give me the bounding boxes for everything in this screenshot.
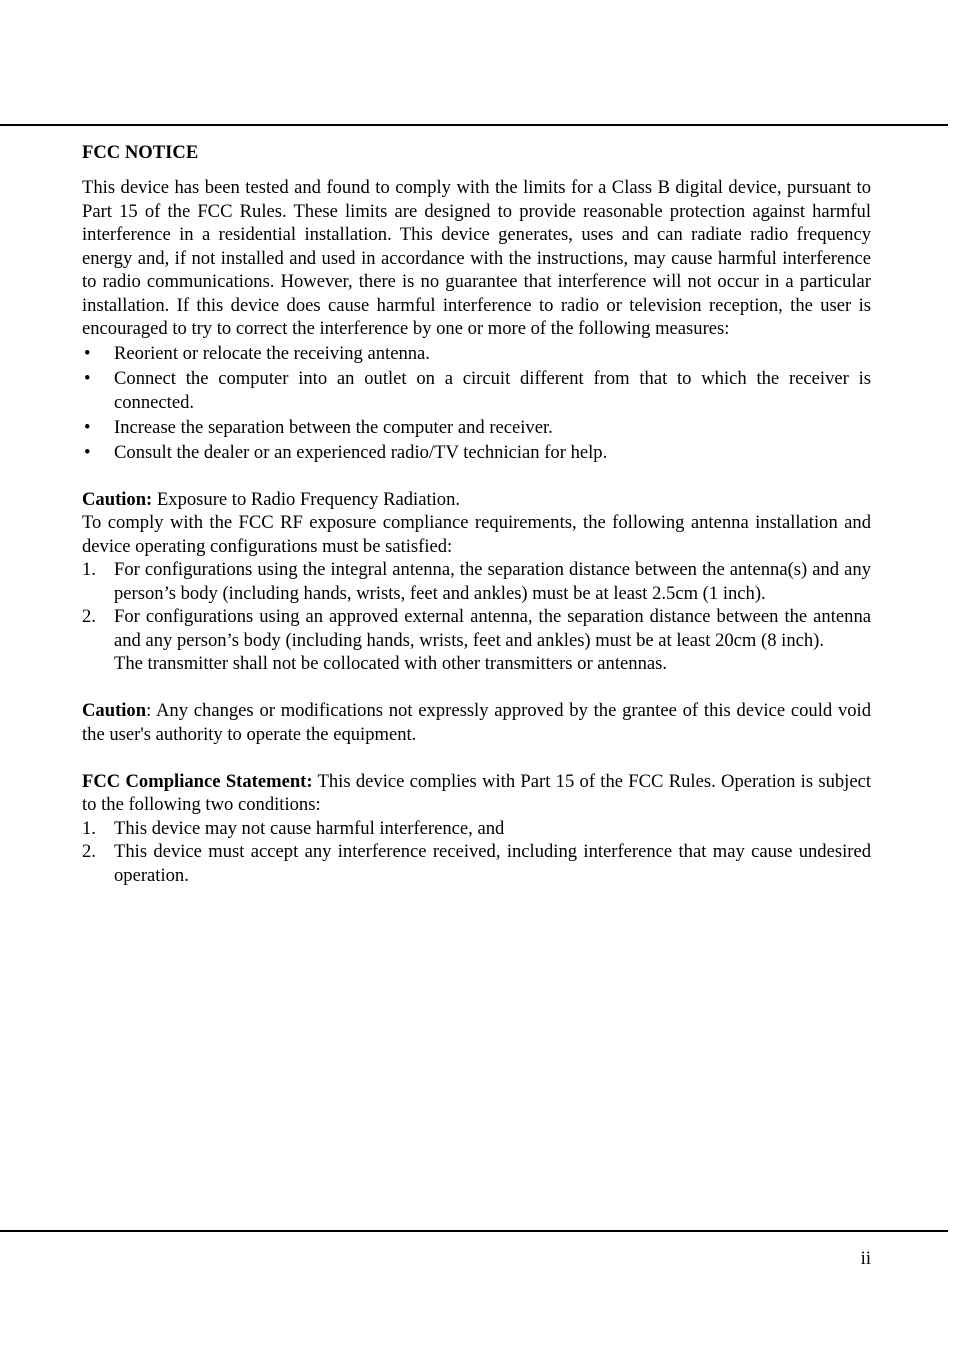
item-number: 1. <box>82 559 96 580</box>
list-item <box>82 558 871 605</box>
rf-requirements-list <box>82 558 871 652</box>
footer-rule <box>0 1230 948 1232</box>
modification-text: : Any changes or modifications not expressly approved by the grantee of this device could void the user's authority to operate the equipment. <box>82 700 871 745</box>
conditions-list <box>82 817 871 888</box>
list-item <box>82 367 871 414</box>
spacer <box>82 676 871 700</box>
measures-list <box>82 342 871 464</box>
item-text: For configurations using the integral antenna, the separation distance between the antenna(s) and any person’s body (including hands, wrists, feet and ankles) must be at least 2.5cm (1 inch). <box>114 559 871 604</box>
compliance-label: FCC Compliance Statement: <box>82 770 313 792</box>
bullet-marker: • <box>84 416 91 438</box>
collocation-note: The transmitter shall not be collocated with other transmitters or antennas. <box>114 653 668 674</box>
list-item <box>82 817 871 841</box>
bullet-marker: • <box>84 441 91 463</box>
compliance-text: This device complies with Part 15 of the FCC Rules. Operation is subject to the following two conditions: <box>82 770 872 815</box>
page-number: ii <box>860 1248 871 1269</box>
list-item <box>82 441 871 465</box>
measure-text: Reorient or relocate the receiving antenna. <box>114 343 430 364</box>
item-text: This device must accept any interference received, including interference that may cause undesired operation. <box>114 841 871 886</box>
item-text: This device may not cause harmful interference, and <box>114 817 505 839</box>
item-number: 2. <box>82 841 96 862</box>
compliance-statement <box>82 770 871 817</box>
item-number: 1. <box>82 817 96 839</box>
item-text: For configurations using an approved external antenna, the separation distance between the antenna and any person’s body (including hands, wrists, feet and ankles) must be at least 20cm (8 inch). <box>114 606 871 651</box>
header-rule <box>0 124 948 126</box>
bullet-marker: • <box>84 343 91 364</box>
caution-body: To comply with the FCC RF exposure compliance requirements, the following antenna installation and device operating configurations must be satisfied: <box>82 512 871 557</box>
item-number: 2. <box>82 606 96 627</box>
document-body <box>82 141 871 887</box>
measure-text: Connect the computer into an outlet on a circuit different from that to which the receiver is connected. <box>114 368 871 413</box>
measure-text: Increase the separation between the computer and receiver. <box>114 416 553 438</box>
intro-paragraph: This device has been tested and found to comply with the limits for a Class B digital device, pursuant to Part 15 of the FCC Rules. These limits are designed to provide reasonable protection against harmful interference in a residential installation. This device generates, uses and can radiate radio frequency energy and, if not installed and used in accordance with the instructions, may cause harmful interference to radio communications. However, there is no guarantee that interference will not occur in a particular installation. If this device does cause harmful interference to radio or television reception, the user is encouraged to try to correct the interference by one or more of the following measures: <box>82 177 871 339</box>
list-item <box>82 342 871 366</box>
list-item <box>82 416 871 440</box>
caution-heading-line <box>82 488 871 512</box>
section-heading: FCC NOTICE <box>82 142 199 163</box>
list-item <box>82 605 871 652</box>
caution-title: Exposure to Radio Frequency Radiation. <box>152 488 461 510</box>
measure-text: Consult the dealer or an experienced radio/TV technician for help. <box>114 441 608 463</box>
list-item <box>82 840 871 887</box>
spacer <box>82 464 871 488</box>
spacer <box>82 746 871 770</box>
caution-label: Caution: <box>82 488 153 510</box>
caution-label: Caution <box>82 700 147 721</box>
bullet-marker: • <box>84 368 91 389</box>
modification-caution <box>82 699 871 746</box>
